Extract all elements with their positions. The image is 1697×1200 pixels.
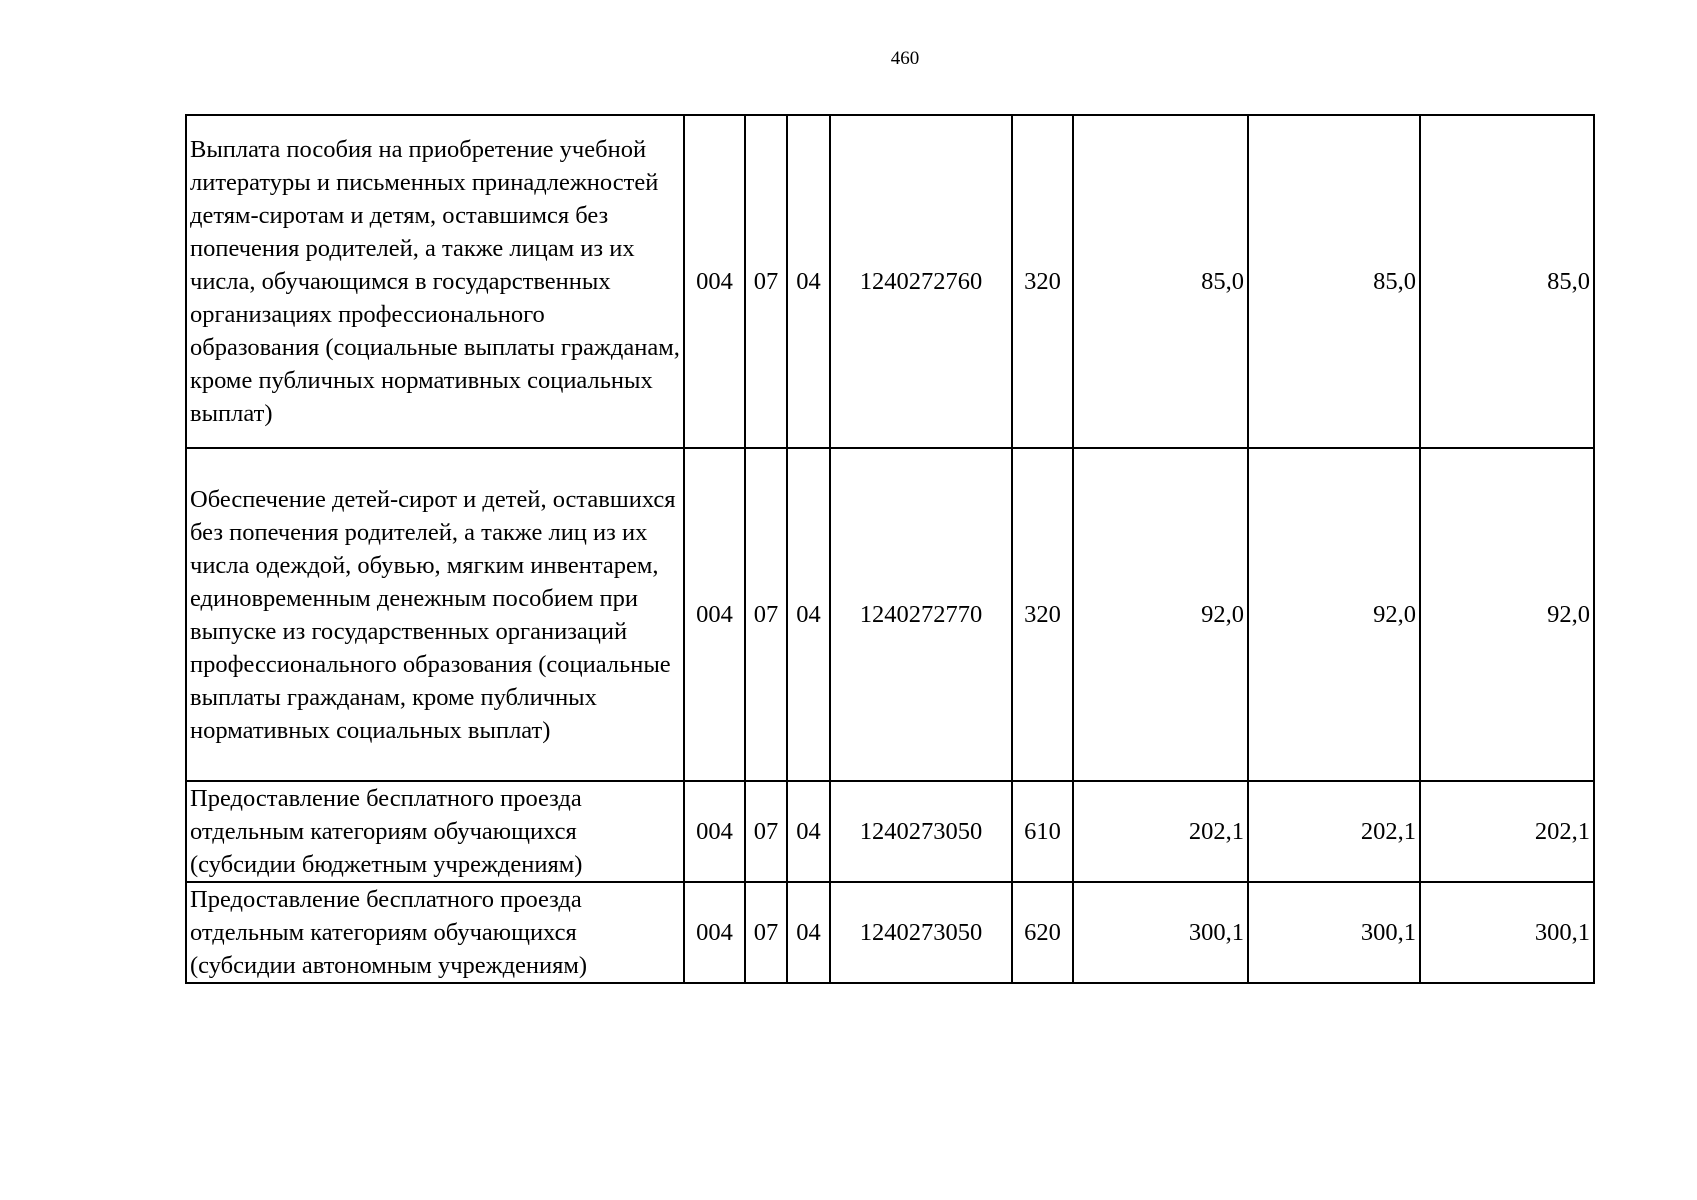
amount-year-2: 85,0 [1248, 115, 1420, 448]
section-code: 07 [745, 115, 787, 448]
amount-year-2: 92,0 [1248, 448, 1420, 781]
ministry-code: 004 [684, 781, 745, 882]
amount-year-1: 92,0 [1073, 448, 1248, 781]
table-row [186, 448, 1594, 781]
amount-year-1: 300,1 [1073, 882, 1248, 983]
row-description: Предоставление бесплатного проезда отдельным категориям обучающихся (субсидии бюджетным учреждениям) [186, 781, 684, 882]
table-row [186, 115, 1594, 448]
expense-type-code: 610 [1012, 781, 1073, 882]
subsection-code: 04 [787, 448, 830, 781]
table-row [186, 882, 1594, 983]
amount-year-3: 85,0 [1420, 115, 1594, 448]
expense-type-code: 320 [1012, 115, 1073, 448]
ministry-code: 004 [684, 882, 745, 983]
page-number: 460 [890, 48, 920, 69]
expense-type-code: 620 [1012, 882, 1073, 983]
row-description: Обеспечение детей-сирот и детей, оставшихся без попечения родителей, а также лиц из их числа одеждой, обувью, мягким инвентарем, единовременным денежным пособием при выпуске из государственных организаций профессионального образования (социальные выплаты гражданам, кроме публичных нормативных социальных выплат) [186, 448, 684, 781]
expense-type-code: 320 [1012, 448, 1073, 781]
table-row [186, 781, 1594, 882]
amount-year-3: 202,1 [1420, 781, 1594, 882]
target-article-code: 1240272770 [830, 448, 1012, 781]
section-code: 07 [745, 781, 787, 882]
amount-year-3: 300,1 [1420, 882, 1594, 983]
budget-table [185, 114, 1595, 984]
amount-year-2: 300,1 [1248, 882, 1420, 983]
target-article-code: 1240273050 [830, 781, 1012, 882]
ministry-code: 004 [684, 115, 745, 448]
subsection-code: 04 [787, 115, 830, 448]
target-article-code: 1240273050 [830, 882, 1012, 983]
section-code: 07 [745, 448, 787, 781]
row-description: Предоставление бесплатного проезда отдельным категориям обучающихся (субсидии автономным учреждениям) [186, 882, 684, 983]
subsection-code: 04 [787, 882, 830, 983]
row-description: Выплата пособия на приобретение учебной литературы и письменных принадлежностей детям-сиротам и детям, оставшимся без попечения родителей, а также лицам из их числа, обучающимся в государственных организациях профессионального образования (социальные выплаты гражданам, кроме публичных нормативных социальных выплат) [186, 115, 684, 448]
amount-year-2: 202,1 [1248, 781, 1420, 882]
amount-year-3: 92,0 [1420, 448, 1594, 781]
amount-year-1: 85,0 [1073, 115, 1248, 448]
ministry-code: 004 [684, 448, 745, 781]
subsection-code: 04 [787, 781, 830, 882]
section-code: 07 [745, 882, 787, 983]
amount-year-1: 202,1 [1073, 781, 1248, 882]
target-article-code: 1240272760 [830, 115, 1012, 448]
